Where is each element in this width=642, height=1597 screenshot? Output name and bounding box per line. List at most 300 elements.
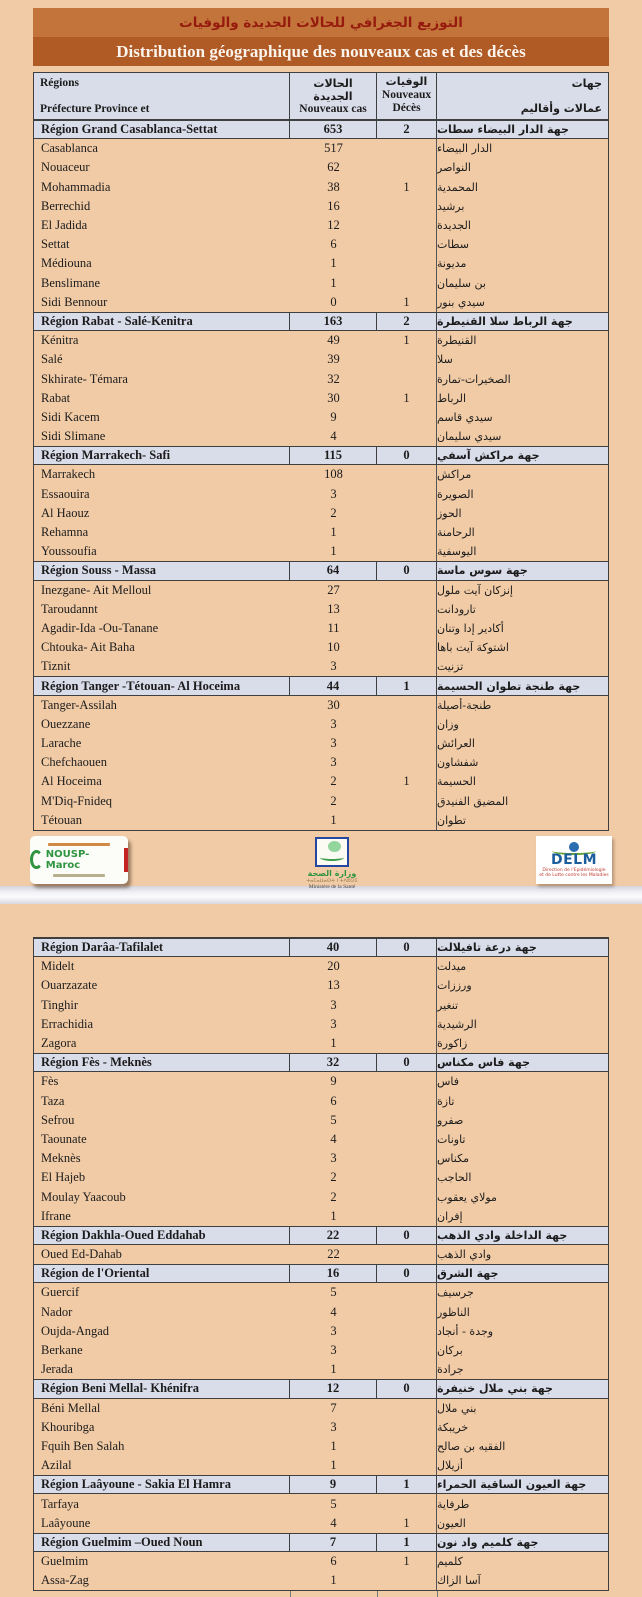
province-name-fr: El Jadida <box>41 218 88 233</box>
province-name-fr: Sidi Bennour <box>41 294 108 309</box>
province-new-deaths <box>377 1072 437 1091</box>
province-new-deaths <box>377 1245 437 1264</box>
province-name-ar: إنزكان آيت ملول <box>437 583 513 597</box>
region-row <box>34 561 608 580</box>
region-row <box>34 676 608 695</box>
region-row <box>34 1264 608 1283</box>
province-new-deaths <box>377 235 437 254</box>
province-name-fr: Tanger-Assilah <box>41 697 117 712</box>
province-new-deaths <box>377 696 437 715</box>
province-new-cases: 16 <box>327 198 340 213</box>
province-new-deaths <box>377 1149 437 1168</box>
province-new-deaths <box>377 465 437 484</box>
province-new-cases: 3 <box>330 736 337 751</box>
province-name-fr: Settat <box>41 237 70 252</box>
province-name-ar: تزنيت <box>437 660 464 674</box>
province-name-fr: Nouaceur <box>41 160 90 175</box>
header-jihat-label: جهات <box>571 77 602 90</box>
province-row <box>34 1360 608 1379</box>
province-name-ar: بني ملال <box>437 1401 477 1415</box>
region-name-fr: Région Beni Mellal- Khénifra <box>34 1380 290 1397</box>
province-name-ar: الدار البيضاء <box>437 142 493 156</box>
province-new-deaths <box>377 753 437 772</box>
region-row <box>34 1053 608 1072</box>
province-new-deaths <box>377 1341 437 1360</box>
province-row <box>34 696 608 715</box>
province-name-ar: الصويرة <box>437 487 474 501</box>
province-new-deaths <box>377 1494 437 1513</box>
province-name-ar: شفشاون <box>437 756 479 770</box>
delm-logo-label: DELM <box>550 851 598 868</box>
ministry-name-tifinagh: ⵜⴰⵎⴰⵡⴰⵙⵜ ⵏ ⵜⴷⵓⵙⵉ <box>306 877 358 884</box>
region-name-fr: Région Grand Casablanca-Settat <box>34 121 290 138</box>
region-new-cases: 40 <box>290 939 377 956</box>
province-new-cases: 6 <box>330 237 337 252</box>
province-name-fr: Sefrou <box>41 1112 75 1127</box>
province-name-ar: صفرو <box>437 1113 464 1127</box>
region-name-fr: Région Rabat - Salé-Kenitra <box>34 313 290 330</box>
region-new-deaths: 0 <box>377 1054 437 1071</box>
province-name-fr: Ouarzazate <box>41 978 98 993</box>
province-name-ar: ورززات <box>437 979 472 993</box>
province-row <box>34 581 608 600</box>
province-new-cases: 3 <box>330 755 337 770</box>
province-name-fr: Nador <box>41 1304 73 1319</box>
province-name-fr: Rabat <box>41 390 71 405</box>
province-new-deaths <box>377 1303 437 1322</box>
province-row <box>34 1130 608 1149</box>
region-new-cases: 163 <box>290 313 377 330</box>
ministry-name-french: Ministère de la Santé <box>308 883 356 890</box>
region-new-cases: 22 <box>290 1227 377 1244</box>
document-title-arabic: التوزيع الجغرافي للحالات الجديدة والوفيات <box>179 14 463 31</box>
province-row <box>34 657 608 676</box>
province-row <box>34 811 608 830</box>
region-name-ar: جهة الداخلة وادي الذهب <box>437 1228 568 1242</box>
header-cell-new-cases <box>290 73 377 119</box>
region-row <box>34 120 608 139</box>
province-row <box>34 1303 608 1322</box>
province-new-deaths <box>377 1437 437 1456</box>
region-new-cases: 64 <box>290 562 377 579</box>
region-name-fr: Région Marrakech- Safi <box>34 447 290 464</box>
table-body-page-1 <box>33 120 609 831</box>
province-row <box>34 216 608 235</box>
province-new-deaths <box>377 1111 437 1130</box>
province-name-fr: Assa-Zag <box>41 1573 89 1588</box>
province-name-fr: M'Diq-Fnideq <box>41 793 113 808</box>
province-name-fr: Al Haouz <box>41 505 90 520</box>
province-new-deaths <box>377 254 437 273</box>
region-name-fr: Région Guelmim –Oued Noun <box>34 1534 290 1551</box>
province-name-fr: Berrechid <box>41 198 91 213</box>
province-row <box>34 1552 608 1571</box>
province-new-deaths <box>377 350 437 369</box>
province-new-deaths <box>377 734 437 753</box>
province-name-fr: Essaouira <box>41 486 90 501</box>
province-name-ar: ميدلت <box>437 960 467 974</box>
province-new-cases: 1 <box>330 812 337 827</box>
province-name-fr: Errachidia <box>41 1016 94 1031</box>
province-name-ar: سيدي بنور <box>437 295 485 309</box>
province-row <box>34 350 608 369</box>
footer-logos <box>30 836 612 890</box>
region-new-cases: 44 <box>290 677 377 694</box>
province-name-ar: أزيلال <box>437 1459 463 1473</box>
province-row <box>34 957 608 976</box>
province-name-ar: زاكورة <box>437 1037 468 1051</box>
province-name-fr: Tétouan <box>41 812 82 827</box>
province-name-fr: Taza <box>41 1093 65 1108</box>
province-row <box>34 369 608 388</box>
region-row <box>34 312 608 331</box>
nousp-red-bar <box>124 848 128 872</box>
region-name-ar: جهة كلميم واد نون <box>437 1535 539 1549</box>
province-new-cases: 5 <box>330 1112 337 1127</box>
province-name-fr: Tarfaya <box>41 1496 79 1511</box>
province-row <box>34 753 608 772</box>
province-new-deaths <box>377 1360 437 1379</box>
region-new-deaths: 0 <box>377 1265 437 1282</box>
province-name-ar: اليوسفية <box>437 545 477 559</box>
header-deaths-arabic: الوفيات <box>385 75 428 89</box>
province-name-ar: فاس <box>437 1075 460 1089</box>
region-row <box>34 1379 608 1398</box>
province-new-deaths <box>377 976 437 995</box>
region-new-deaths: 0 <box>377 562 437 579</box>
province-name-fr: Midelt <box>41 959 75 974</box>
province-name-ar: تارودانت <box>437 602 476 616</box>
header-cell-regions-ar <box>437 73 608 119</box>
delm-subtitle-line2: et de Lutte contre les Maladies <box>539 872 609 878</box>
province-new-deaths <box>377 158 437 177</box>
province-name-fr: Oued Ed-Dahab <box>41 1247 122 1262</box>
region-name-ar: جهة بني ملال خنيفرة <box>437 1382 553 1396</box>
province-name-ar: سيدي سليمان <box>437 430 502 444</box>
province-name-fr: Azilal <box>41 1458 72 1473</box>
province-new-cases: 22 <box>327 1247 340 1262</box>
province-row <box>34 1072 608 1091</box>
province-name-ar: المحمدية <box>437 180 478 194</box>
header-cases-french: Nouveaux cas <box>299 103 367 115</box>
province-name-ar: القنيطرة <box>437 334 477 348</box>
province-name-fr: Inezgane- Ait Melloul <box>41 582 152 597</box>
province-name-ar: المضيق الفنيدق <box>437 794 509 808</box>
province-row <box>34 1187 608 1206</box>
province-name-ar: تازة <box>437 1094 455 1108</box>
province-new-deaths <box>377 657 437 676</box>
region-new-deaths: 2 <box>377 313 437 330</box>
region-new-deaths: 1 <box>377 677 437 694</box>
province-row <box>34 504 608 523</box>
province-name-ar: وجدة - أنجاد <box>437 1324 494 1338</box>
report-page-2 <box>0 904 642 1597</box>
province-row <box>34 197 608 216</box>
province-name-ar: وادي الذهب <box>437 1248 492 1262</box>
province-new-cases: 3 <box>330 659 337 674</box>
province-new-cases: 3 <box>330 997 337 1012</box>
province-name-ar: طرفاية <box>437 1497 470 1511</box>
region-new-cases: 7 <box>290 1534 377 1551</box>
province-name-ar: سطات <box>437 238 469 252</box>
province-name-fr: Oujda-Angad <box>41 1323 110 1338</box>
province-row <box>34 274 608 293</box>
province-new-deaths <box>377 504 437 523</box>
province-row <box>34 1418 608 1437</box>
province-row <box>34 1437 608 1456</box>
region-name-fr: Région de l'Oriental <box>34 1265 290 1282</box>
province-row <box>34 1571 608 1590</box>
ministry-of-health-logo <box>286 836 378 890</box>
province-new-cases: 49 <box>327 333 340 348</box>
province-name-ar: إفران <box>437 1209 463 1223</box>
province-name-ar: تطوان <box>437 813 466 827</box>
province-new-cases: 3 <box>330 1343 337 1358</box>
province-name-fr: Mohammadia <box>41 179 111 194</box>
region-new-deaths: 2 <box>377 121 437 138</box>
province-new-deaths <box>377 715 437 734</box>
nousp-logo-center <box>30 848 128 872</box>
province-row <box>34 465 608 484</box>
province-name-ar: الحاجب <box>437 1171 472 1185</box>
province-new-cases: 1 <box>330 275 337 290</box>
province-row <box>34 734 608 753</box>
table-header-row <box>33 72 609 120</box>
province-name-fr: Larache <box>41 736 82 751</box>
province-new-deaths <box>377 581 437 600</box>
province-new-deaths <box>377 1456 437 1475</box>
province-new-cases: 11 <box>327 620 340 635</box>
province-new-cases: 2 <box>330 505 337 520</box>
province-name-ar: بن سليمان <box>437 276 486 290</box>
province-name-ar: مراكش <box>437 468 472 482</box>
province-name-fr: Kénitra <box>41 333 79 348</box>
province-new-cases: 3 <box>330 716 337 731</box>
province-new-cases: 0 <box>330 294 337 309</box>
province-name-fr: Khouribga <box>41 1419 95 1434</box>
nousp-maroc-logo <box>30 836 128 884</box>
province-new-cases: 6 <box>330 1554 337 1569</box>
province-name-ar: تاونات <box>437 1132 466 1146</box>
province-new-cases: 2 <box>330 793 337 808</box>
province-new-deaths <box>377 600 437 619</box>
province-row <box>34 235 608 254</box>
province-name-fr: Al Hoceima <box>41 774 102 789</box>
ministry-emblem-icon <box>315 837 349 867</box>
province-name-fr: Skhirate- Témara <box>41 371 128 386</box>
region-row <box>34 1533 608 1552</box>
province-new-cases: 20 <box>327 959 340 974</box>
ministry-name-arabic: وزارة الصحة <box>307 868 357 878</box>
province-new-cases: 1 <box>330 525 337 540</box>
province-row <box>34 792 608 811</box>
province-name-fr: Youssoufia <box>41 544 97 559</box>
province-new-deaths <box>377 1571 437 1590</box>
region-name-ar: جهة الشرق <box>437 1267 499 1281</box>
province-new-cases: 4 <box>330 1131 337 1146</box>
province-name-ar: اشتوكة آيت باها <box>437 641 509 655</box>
region-new-cases: 12 <box>290 1380 377 1397</box>
province-name-fr: Ouezzane <box>41 716 91 731</box>
province-new-cases: 2 <box>330 774 337 789</box>
province-new-deaths <box>377 139 437 158</box>
province-row <box>34 427 608 446</box>
province-new-deaths: 1 <box>377 293 437 312</box>
province-name-fr: Marrakech <box>41 467 96 482</box>
province-new-deaths <box>377 811 437 830</box>
province-new-cases: 3 <box>330 1016 337 1031</box>
province-row <box>34 1245 608 1264</box>
region-row <box>34 446 608 465</box>
province-new-deaths <box>377 1130 437 1149</box>
province-new-deaths: 1 <box>377 772 437 791</box>
province-name-ar: تنغير <box>437 998 459 1012</box>
table-body-page-2 <box>33 937 609 1591</box>
province-new-deaths <box>377 1283 437 1302</box>
province-new-cases: 3 <box>330 1419 337 1434</box>
region-row <box>34 1226 608 1245</box>
province-new-cases: 1 <box>330 1573 337 1588</box>
province-name-fr: Berkane <box>41 1343 83 1358</box>
province-new-cases: 39 <box>327 352 340 367</box>
region-name-fr: Région Laâyoune - Sakia El Hamra <box>34 1476 290 1493</box>
province-new-cases: 2 <box>330 1170 337 1185</box>
province-name-fr: Laâyoune <box>41 1515 91 1530</box>
province-name-ar: خريبكة <box>437 1420 469 1434</box>
province-name-fr: Taounate <box>41 1131 87 1146</box>
province-name-ar: طنجة-أصيلة <box>437 698 492 712</box>
province-new-deaths <box>377 792 437 811</box>
province-name-fr: Guercif <box>41 1285 80 1300</box>
province-new-cases: 4 <box>330 1515 337 1530</box>
province-new-cases: 3 <box>330 1323 337 1338</box>
province-new-deaths <box>377 216 437 235</box>
region-name-ar: جهة فاس مكناس <box>437 1056 531 1070</box>
province-name-ar: جرادة <box>437 1363 464 1377</box>
province-new-cases: 5 <box>330 1285 337 1300</box>
province-new-cases: 12 <box>327 218 340 233</box>
province-row <box>34 523 608 542</box>
province-new-cases: 3 <box>330 486 337 501</box>
province-name-ar: جرسيف <box>437 1286 474 1300</box>
document-title-french: Distribution géographique des nouveaux cas et des décès <box>116 41 526 61</box>
region-name-fr: Région Dakhla-Oued Eddahab <box>34 1227 290 1244</box>
province-name-fr: Chefchaouen <box>41 755 107 770</box>
province-row <box>34 1092 608 1111</box>
province-name-ar: النواصر <box>437 161 471 175</box>
province-new-deaths <box>377 1187 437 1206</box>
province-row <box>34 254 608 273</box>
province-new-deaths: 1 <box>377 331 437 350</box>
province-name-ar: كلميم <box>437 1555 463 1569</box>
province-new-cases: 38 <box>327 179 340 194</box>
province-name-fr: Tinghir <box>41 997 79 1012</box>
province-name-fr: Meknès <box>41 1151 81 1166</box>
province-name-ar: الجديدة <box>437 219 471 233</box>
province-new-cases: 4 <box>330 1304 337 1319</box>
province-name-ar: الرشيدية <box>437 1017 477 1031</box>
province-name-ar: الحوز <box>437 506 462 520</box>
region-new-cases: 9 <box>290 1476 377 1493</box>
province-name-fr: Jerada <box>41 1362 73 1377</box>
province-new-deaths <box>377 1322 437 1341</box>
province-name-fr: Ifrane <box>41 1208 71 1223</box>
region-name-ar: جهة العيون الساقية الحمراء <box>437 1478 587 1492</box>
cutoff-next-row <box>33 1591 609 1597</box>
province-new-deaths <box>377 1168 437 1187</box>
province-name-fr: Agadir-Ida -Ou-Tanane <box>41 620 159 635</box>
region-name-ar: جهة سوس ماسة <box>437 564 528 578</box>
province-new-deaths <box>377 427 437 446</box>
province-name-fr: Benslimane <box>41 275 101 290</box>
region-name-ar: جهة طنجة تطوان الحسيمة <box>437 679 581 693</box>
province-row <box>34 542 608 561</box>
province-name-fr: Tiznit <box>41 659 71 674</box>
province-name-fr: Moulay Yaacoub <box>41 1189 126 1204</box>
province-name-fr: Rehamna <box>41 525 89 540</box>
province-row <box>34 1399 608 1418</box>
province-name-ar: مديونة <box>437 257 467 271</box>
region-name-ar: جهة درعة تافيلالت <box>437 941 537 955</box>
region-new-deaths: 0 <box>377 1380 437 1397</box>
province-new-cases: 6 <box>330 1093 337 1108</box>
nousp-crescent-icon <box>30 850 43 869</box>
province-row <box>34 976 608 995</box>
province-name-ar: الرحامنة <box>437 526 475 540</box>
province-new-cases: 9 <box>330 1074 337 1089</box>
province-new-deaths <box>377 996 437 1015</box>
province-row <box>34 600 608 619</box>
region-new-cases: 32 <box>290 1054 377 1071</box>
region-name-ar: جهة الرباط سلا القنيطرة <box>437 314 573 328</box>
province-name-ar: العيون <box>437 1516 466 1530</box>
province-new-cases: 2 <box>330 1189 337 1204</box>
header-regions-label: Régions <box>40 77 79 89</box>
province-new-deaths <box>377 957 437 976</box>
region-new-deaths: 1 <box>377 1534 437 1551</box>
province-name-ar: الصخيرات-تمارة <box>437 372 511 386</box>
province-new-cases: 1 <box>330 1438 337 1453</box>
province-row <box>34 1111 608 1130</box>
province-new-deaths: 1 <box>377 1552 437 1571</box>
province-name-ar: بركان <box>437 1344 463 1358</box>
province-new-deaths <box>377 542 437 561</box>
header-prefecture-label: Préfecture Province et <box>40 103 150 115</box>
province-row <box>34 389 608 408</box>
province-row <box>34 1456 608 1475</box>
province-new-deaths <box>377 1015 437 1034</box>
province-new-cases: 30 <box>327 697 340 712</box>
region-name-ar: جهة مراكش آسفي <box>437 449 540 463</box>
province-name-fr: El Hajeb <box>41 1170 86 1185</box>
province-name-fr: Casablanca <box>41 141 98 156</box>
header-amalat-label: عمالات وأقاليم <box>520 102 602 115</box>
province-new-cases: 7 <box>330 1400 337 1415</box>
region-new-cases: 653 <box>290 121 377 138</box>
province-new-deaths <box>377 197 437 216</box>
province-name-fr: Béni Mellal <box>41 1400 101 1415</box>
province-new-cases: 1 <box>330 256 337 271</box>
province-new-deaths <box>377 408 437 427</box>
province-new-cases: 30 <box>327 390 340 405</box>
province-name-ar: أكادير إدا وتنان <box>437 621 504 635</box>
region-new-cases: 16 <box>290 1265 377 1282</box>
region-row <box>34 1475 608 1494</box>
province-new-cases: 13 <box>327 601 340 616</box>
province-new-deaths <box>377 1399 437 1418</box>
header-deaths-french-2: Décès <box>392 102 421 115</box>
province-new-cases: 4 <box>330 429 337 444</box>
